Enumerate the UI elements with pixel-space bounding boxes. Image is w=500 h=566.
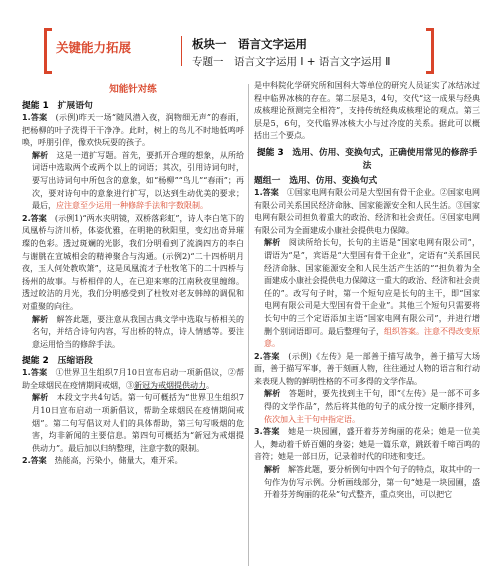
heading-1: 提能 1 扩展语句 xyxy=(22,101,93,111)
answer-2: 2.答案 (示例1)“两水夹明镜，双桥落彩虹”，诗人李白笔下的凤凰桥与济川桥，体姿优雅，在明艳的秋阳里，变幻出奇异璀璨的色彩。透过斑斓的光影，我们分明看到了流淌四方的李白与谢朓在宣城相会的精神聚合与沟通。(示例2)“二十四桥明月夜，玉人何处教吹箫”，这是凤凰流才子杜牧笔下的二十四桥与扬州的故事。与桥相伴的人，在已迎来寒的江南秋夜里缠绵。透过皎洁的月光，我们分明感受到了杜牧对老友韩绰的调侃和对重聚的向往。 xyxy=(22,213,245,311)
analysis-3: 解析 本段文字共4句话。第一句可概括为“世界卫生组织7月10日宣布启动一项新倡议，帮助全球烟民在疫情期间戒烟”。第二句写倡议对人们的具体帮助，第三句写吸烟的危害，均非新闻的主要信息。第四句可概括为“新冠为戒烟提供动力”。最后加以归纳整理，注意字数的限制。 xyxy=(32,393,245,453)
answer-6: 2.答案 (示例)《左传》是一部善于描写战争，善于描写大场面，善于描写军事，善于刻画人物，往往通过人物的语言和行动来表现人物的鲜明性格的不可多得的文学作品。 xyxy=(254,351,481,386)
analysis-2: 解析 解答此题，要注意从我国古典文学中选取与桥相关的名句，并结合诗句内容，写出桥的特点，诗人情感等。要注意运用恰当的修辞手法。 xyxy=(32,314,245,349)
section-tag: 关键能力拓展 xyxy=(56,40,132,55)
bracket-left xyxy=(44,28,52,74)
analysis-7: 解析 解答此题，要分析例句中四个句子的特点，取其中的一句作为仿写示例。分析画线部分，第一句“她是一块园圃，盛开着芬芳绚丽的花朵”句式整齐，重点突出，可以把它 xyxy=(264,465,480,500)
answer-3: 1.答案 ①世界卫生组织7月10日宣布启动一项新倡议，②帮助全球烟民在疫情期间戒烟，③新冠为戒烟提供动力。 xyxy=(22,368,245,390)
topic-title: 专题一 语言文字运用 Ⅰ + 语言文字运用 Ⅱ xyxy=(192,56,391,68)
analysis-5: 解析 阅读所给长句，长句的主语是“国家电网有限公司”，谓语为“是”，宾语是“大型国有骨干企业”，定语有“关系国民经济命脉、国家能源安全和人民生活产生活的”“担负着为全面建成小康社会提供电力保障这一重大的政治、经济和社会责任的”。改写句子时，第一个短句应是长句的主干，即“国家电网有限公司是大型国有骨干企业”。其他三个短句只需要将长句中的三个定语添加主语“国家电网有限公司”，并进行增删个别词语即可。最后整理句子，组织答案。注意不得改变原意。 xyxy=(264,238,481,349)
header-banner xyxy=(44,28,434,74)
column-divider xyxy=(248,84,249,566)
answer-1: 1.答案 (示例)昨天一场“随风潜入夜，润物细无声”的春雨，把杨柳的叶子洗得干干净净。此时，树上的鸟儿不时地低鸣呼唤，呼朋引伴，像欢快玩耍的孩子。 xyxy=(22,113,245,148)
answer-5: 1.答案 ①国家电网有限公司是大型国有骨干企业。②国家电网有限公司关系国民经济命脉、国家能源安全和人民生活。③国家电网有限公司担负着重大的政治、经济和社会责任。④国家电网有限公司为全面建成小康社会提供电力保障。 xyxy=(254,187,481,235)
banner-divider xyxy=(181,36,182,66)
continued-analysis: 是中科院化学研究所和国科大等单位的研究人员证实了冰结冰过程中临界冰核的存在。第二层是3，4句，交代“这一成果与经典成核理论预测完全相符”，支持传统经典成核理论的观点。第三层是5，6句，交代临界冰核大小与过冷度的关系。据此可以概括出三个要点。 xyxy=(254,81,480,141)
section-title: 知能针对练 xyxy=(109,84,157,95)
answer-4: 2.答案 热能高，污染小，储量大，难开采。 xyxy=(22,456,183,466)
left-column xyxy=(22,80,244,468)
heading-3: 提能 3 选用、仿用、变换句式，正确使用常见的修辞手法 xyxy=(256,147,478,171)
subheading: 题组一 选用、仿用、变换句式 xyxy=(254,175,378,186)
right-column xyxy=(254,80,480,502)
block-title: 板块一 语言文字运用 xyxy=(192,37,307,51)
answer-7: 3.答案 她是一块园圃，盛开着芬芳绚丽的花朵；她是一位美人，舞动着千娇百媚的身姿；她是一篇乐章，跳跃着千啼百鸣的音符；她是一部日历，记录着时代的印迹和变迁。 xyxy=(254,427,481,462)
bracket-right xyxy=(426,28,434,74)
analysis-1: 解析 这是一道扩写题。首先，要抓开合理的想象，从所给词语中选取两个或两个以上的词语；其次，引用诗词句时，要写出诗词句中所包含的意象，如“杨柳”“鸟儿”“春雨”；再次，要对诗句中的意象进行扩写，以达到生动优美的要求；最后，应注意至少运用一种修辞手法和字数限制。 xyxy=(32,150,245,211)
analysis-6: 解析 答题时，要先找到主干句，即“《左传》是一部不可多得的文学作品”，然后将其他的句子的成分按一定顺序排列，依次加入主干句中指定语。 xyxy=(264,389,481,424)
heading-2: 提能 2 压缩语段 xyxy=(22,356,93,367)
